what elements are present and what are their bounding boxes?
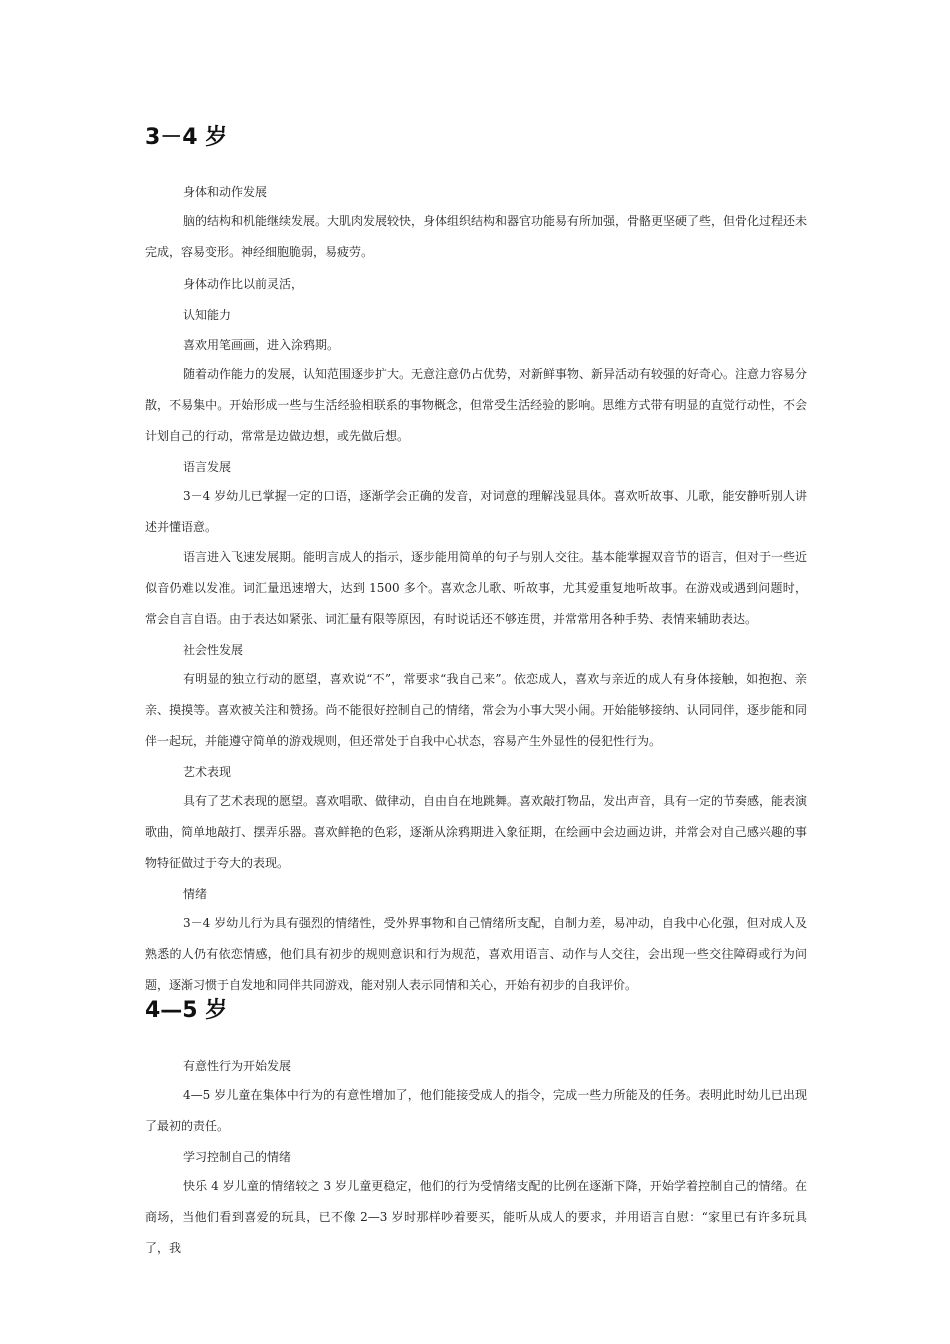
subheading-cognition: 认知能力 bbox=[183, 308, 232, 322]
paragraph-social: 有明显的独立行动的愿望，喜欢说“不”，常要求“我自己来”。依恋成人，喜欢与亲近的成人有身体接触，如抱抱、亲亲、摸摸等。喜欢被关注和赞扬。尚不能很好控制自己的情绪，常会为小事大哭小闹。开始能够接纳、认同同伴，逐步能和同伴一起玩，并能遵守简单的游戏规则，但还常处于自我中心状态，容易产生外显性的侵犯性行为。 bbox=[145, 672, 807, 748]
subheading-movement-flexible: 身体动作比以前灵活， bbox=[183, 277, 304, 291]
paragraph-emotion: 3－4 岁幼儿行为具有强烈的情绪性，受外界事物和自己情绪所支配，自制力差，易冲动，自我中心化强，但对成人及熟悉的人仍有依恋情感，他们具有初步的规则意识和行为规范，喜欢用语言、动作与人交往，会出现一些交往障碍或行为问题，逐渐习惯于自发地和同伴共同游戏，能对别人表示同情和关心，开始有初步的自我评价。 bbox=[145, 916, 807, 992]
paragraph-language-oral: 3－4 岁幼儿已掌握一定的口语，逐渐学会正确的发音，对词意的理解浅显具体。喜欢听故事、儿歌，能安静听别人讲述并懂语意。 bbox=[145, 489, 807, 534]
paragraph-brain-development: 脑的结构和机能继续发展。大肌肉发展较快，身体组织结构和器官功能易有所加强，骨骼更坚硬了些，但骨化过程还未完成，容易变形。神经细胞脆弱，易疲劳。 bbox=[145, 214, 808, 259]
paragraph-cognition: 随着动作能力的发展，认知范围逐步扩大。无意注意仍占优势，对新鲜事物、新异活动有较强的好奇心。注意力容易分散，不易集中。开始形成一些与生活经验相联系的事物概念，但常受生活经验的影响。思维方式带有明显的直觉行动性，不会计划自己的行动，常常是边做边想，或先做后想。 bbox=[145, 367, 808, 443]
subheading-language: 语言发展 bbox=[183, 460, 232, 474]
subheading-body-movement: 身体和动作发展 bbox=[183, 185, 268, 199]
paragraph-language-growth: 语言进入飞速发展期。能明言成人的指示，逐步能用简单的句子与别人交往。基本能掌握双音节的语言，但对于一些近似音仍难以发准。词汇量迅速增大，达到 1500 多个。喜欢念儿歌、听故事，尤其爱重复地听故事。在游戏或遇到问题时，常会自言自语。由于表达如紧张、词汇量有限等原因，有时说话还不够连贯，并常常用各种手势、表情来辅助表达。 bbox=[145, 550, 808, 626]
section-heading-3-4: 3－4 岁 bbox=[145, 125, 228, 150]
subheading-emotion: 情绪 bbox=[183, 887, 208, 901]
section-heading-4-5: 4—5 岁 bbox=[145, 998, 228, 1023]
subheading-emotion-control: 学习控制自己的情绪 bbox=[183, 1150, 292, 1164]
subheading-drawing: 喜欢用笔画画，进入涂鸦期。 bbox=[183, 338, 340, 352]
subheading-social: 社会性发展 bbox=[183, 643, 244, 657]
paragraph-emotion-control: 快乐 4 岁儿童的情绪较之 3 岁儿童更稳定，他们的行为受情绪支配的比例在逐渐下降，开始学着控制自己的情绪。在商场，当他们看到喜爱的玩具，已不像 2—3 岁时那样吵着要买，能听从成人的要求，并用语言自慰：“家里已有许多玩具了，我 bbox=[145, 1179, 807, 1255]
paragraph-art: 具有了艺术表现的愿望。喜欢唱歌、做律动，自由自在地跳舞。喜欢敲打物品，发出声音，具有一定的节奏感，能表演歌曲，简单地敲打、摆弄乐器。喜欢鲜艳的色彩，逐渐从涂鸦期进入象征期，在绘画中会边画边讲，并常会对自己感兴趣的事物特征做过于夸大的表现。 bbox=[145, 794, 808, 870]
subheading-intentional-behavior: 有意性行为开始发展 bbox=[183, 1059, 292, 1073]
subheading-art: 艺术表现 bbox=[183, 765, 232, 779]
paragraph-intentional-behavior: 4—5 岁儿童在集体中行为的有意性增加了，他们能接受成人的指令，完成一些力所能及的任务。表明此时幼儿已出现了最初的责任。 bbox=[145, 1088, 807, 1133]
